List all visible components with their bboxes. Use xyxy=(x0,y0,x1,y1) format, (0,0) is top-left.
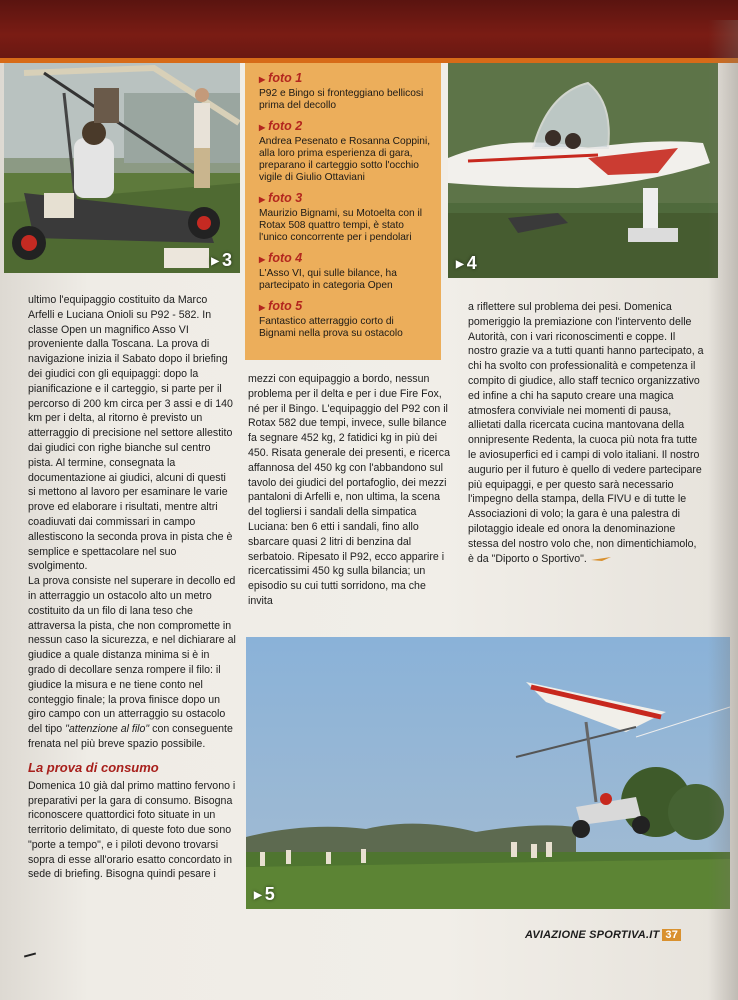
caption-title: foto 2 xyxy=(268,119,303,133)
paragraph: a riflettere sul problema dei pesi. Domenica pomeriggio la premiazione con l'intervento delle Autorità, con i vari riconoscimenti e coppe. Il nostro grazie va a tutti quanti hanno partecipato, a chi ha svolto con professionalità e competenza il compito di giudice, allo staff tecnico organizzativo ed infine a chi ha saputo creare una magica atmosfera conviviale nei momenti di pausa, allietati dalla ricercata cucina mantovana della onnipresente Redenta, la cuoca più nota fra tutte le aviosuperfici ed i campi di volo italiani. Il nostro augurio per il futuro è quello di vedere partecipare più equipaggi, e per questo sarà necessario l'impegno della stampa, della FIVU e di tutte le Associazioni di volo; la gara è una palestra di pilotaggio ideale ed onora la denominazione stessa del nostro volo che, non dimentichiamolo, è da "Diporto o Sportivo". xyxy=(468,301,704,565)
caption-4: ▶ foto 4 L'Asso VI, qui sulle bilance, ha partecipato in categoria Open xyxy=(259,251,431,292)
text-column-2 xyxy=(248,372,453,609)
photo-number-3: ▶ 3 xyxy=(211,250,232,270)
photo-4-asso-vi xyxy=(448,63,718,278)
photo-number-5: ▶ 5 xyxy=(254,884,275,904)
header-band xyxy=(0,0,738,58)
caption-text: Fantastico atterraggio corto di Bignami nella prova su ostacolo xyxy=(259,316,403,339)
page-mark xyxy=(24,952,36,957)
page-footer xyxy=(525,929,681,941)
caption-title: foto 3 xyxy=(268,191,303,205)
text-column-1 xyxy=(28,293,236,882)
photo-5-landing xyxy=(246,637,730,909)
caption-5: ▶ foto 5 Fantastico atterraggio corto di Bignami nella prova su ostacolo xyxy=(259,299,431,340)
paragraph: La prova consiste nel superare in decollo ed in atterraggio un ostacolo alto un metro costituito da un filo di lana teso che attraversa la pista, che non compromette in nessun caso la sicurezza, e nel dichiarare al giudice a quale distanza minima si è in grado di decollare senza rompere il filo: il giudice la misura e ne tiene conto nel conteggio finale; la prova finisce dopo un giro campo con un atterraggio su ostacolo del tipo "attenzione al filo" con conseguente frenata nel più breve spazio possibile. xyxy=(28,575,236,750)
caption-text: Andrea Pesenato e Rosanna Coppini, alla loro prima esperienza di gara, preparano il carteggio sotto l'occhio vigile di Giulio Ottaviani xyxy=(259,136,431,183)
text-column-3 xyxy=(468,300,704,566)
paragraph: Domenica 10 già dal primo mattino fervono i preparativi per la gara di consumo. Bisogna riconoscere quattordici foto situate in un territorio delimitato, di queste foto due sono "porte a tempo", e i piloti devono trovarsi sopra di esse all'orario esatto concordato in sede di briefing. Bisogna quindi pesare i xyxy=(28,779,236,881)
footer-site: AVIAZIONE SPORTIVA.IT xyxy=(525,929,660,941)
photo-captions-box xyxy=(245,63,441,360)
caption-title: foto 1 xyxy=(268,71,303,85)
caption-title: foto 4 xyxy=(268,251,303,265)
photo-number-4: ▶ 4 xyxy=(456,253,477,273)
caption-3: ▶ foto 3 Maurizio Bignami, su Motoelta con il Rotax 508 quattro tempi, è stato l'unico concorrente per i pendolari xyxy=(259,191,431,244)
caption-2: ▶ foto 2 Andrea Pesenato e Rosanna Coppini, alla loro prima esperienza di gara, preparano il carteggio sotto l'occhio vigile di Giulio Ottaviani xyxy=(259,119,431,183)
glider-icon xyxy=(590,555,612,563)
page-number: 37 xyxy=(662,929,681,941)
photo-3-trike xyxy=(4,63,240,273)
section-heading: La prova di consumo xyxy=(28,759,159,775)
page-edge-shadow xyxy=(708,20,738,1000)
caption-text: P92 e Bingo si fronteggiano bellicosi prima del decollo xyxy=(259,88,424,111)
caption-text: L'Asso VI, qui sulle bilance, ha partecipato in categoria Open xyxy=(259,268,397,291)
caption-text: Maurizio Bignami, su Motoelta con il Rotax 508 quattro tempi, è stato l'unico concorrente per i pendolari xyxy=(259,208,423,243)
caption-title: foto 5 xyxy=(268,299,303,313)
paragraph: mezzi con equipaggio a bordo, nessun problema per il delta e per i due Fire Fox, né per il Bingo. L'equipaggio del P92 con il Rotax 582 due tempi, invece, sulle bilance fa segnare 452 kg, 2 fatidici kg in più dei 450. Risata generale dei presenti, e ricerca affannosa del 450 kg con l'abbandono sul tavolo dei giudici del portafoglio, dei mezzi pantaloni di Arfelli e, non ultima, la scena del togliersi i sandali della simpatica Luciana: ben 6 etti i sandali, fino allo sbarcare quasi 2 litri di benzina dal serbatoio. Ripesato il P92, ecco apparire i ricercatissimi 450 kg sulla bilancia; un episodio su cui tutti sorridono, ma che invita xyxy=(248,373,450,607)
caption-1: ▶ foto 1 P92 e Bingo si fronteggiano bellicosi prima del decollo xyxy=(259,71,431,112)
paragraph: ultimo l'equipaggio costituito da Marco Arfelli e Luciana Onioli su P92 - 582. In classe Open un magnifico Asso VI proveniente dalla Toscana. La prova di navigazione inizia il Sabato dopo il briefing dei giudici con gli equipaggi: dopo la pianificazione e il carteggio, si parte per il percorso di 200 km circa per 3 assi e di 140 km per i delta, al ritorno è previsto un atterraggio di precisione nel settore allestito dai giudici con righe bianche sul centro pista. Al termine, consegnata la documentazione ai giudici, alcuni di questi si mettono al lavoro per esaminare le varie prove ed elaborare i risultati, mentre altri coadiuvati dai commissari in campo allestiscono la seconda prova in pista che è semplice e spettacolare nel suo svolgimento. xyxy=(28,294,233,573)
